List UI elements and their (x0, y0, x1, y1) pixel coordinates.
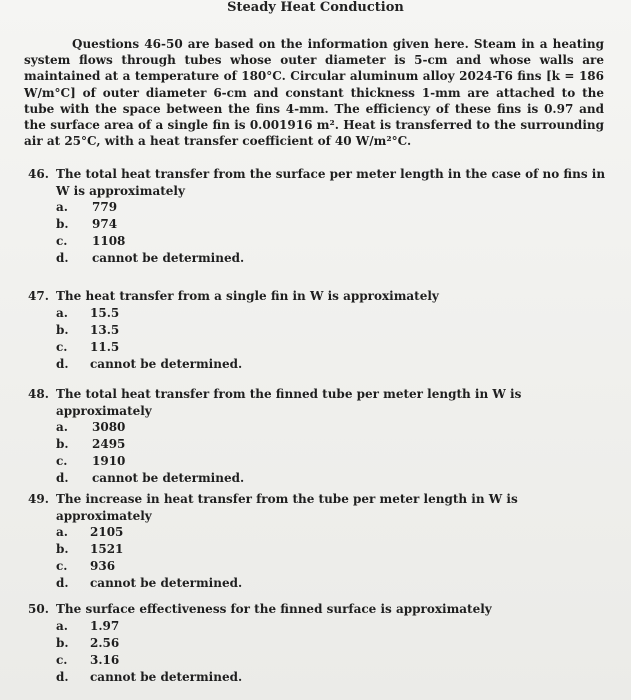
option-text: 3.16 (90, 652, 120, 667)
option-letter: a. (56, 420, 68, 434)
option-b (28, 322, 608, 339)
option-text: 11.5 (90, 339, 120, 354)
option-letter: b. (56, 542, 69, 556)
option-d (28, 669, 608, 686)
option-a (28, 419, 608, 436)
option-text: 3080 (92, 420, 126, 434)
question-number: 48. (28, 387, 49, 401)
question-text: The total heat transfer from the surface per meter length in the case of no fins in W is approximately (56, 167, 606, 198)
option-text: cannot be determined. (92, 251, 245, 265)
option-c (28, 233, 608, 250)
option-text: 15.5 (90, 305, 120, 320)
question-50 (28, 601, 608, 686)
option-d (28, 356, 608, 373)
option-a (28, 305, 608, 322)
option-b (28, 541, 608, 558)
page-title: Steady Heat Conduction (227, 0, 404, 15)
option-letter: c. (56, 652, 68, 667)
option-a (28, 618, 608, 635)
question-number: 46. (28, 167, 49, 181)
option-text: cannot be determined. (92, 471, 245, 485)
option-letter: d. (56, 576, 69, 590)
question-number: 50. (28, 602, 49, 616)
option-letter: c. (56, 454, 68, 468)
option-text: 779 (92, 200, 118, 214)
option-d (28, 250, 608, 267)
option-text: 1.97 (90, 618, 120, 633)
option-c (28, 453, 608, 470)
option-text: 2.56 (90, 635, 120, 650)
option-d (28, 575, 608, 592)
option-text: cannot be determined. (90, 669, 243, 684)
question-stem (28, 601, 608, 618)
option-text: 2495 (92, 437, 126, 451)
option-letter: a. (56, 525, 68, 539)
option-b (28, 216, 608, 233)
option-c (28, 339, 608, 356)
problem-statement (24, 36, 604, 149)
question-46 (28, 166, 608, 267)
option-letter: d. (56, 471, 69, 485)
problem-statement-text: Questions 46-50 are based on the information given here. Steam in a heating system flows through tubes whose outer diameter is 5-cm and whose walls are maintained at a temperature of 180°C. Circular aluminum alloy 2024-T6 fins [k = 186 W/m°C] of outer diameter 6-cm and constant thickness 1-mm are attached to the tube with the space between the fins 4-mm. The efficiency of these fins is 0.97 and the surface area of a single fin is 0.001916 m². Heat is transferred to the surrounding air at 25°C, with a heat transfer coefficient of 40 W/m²°C. (24, 37, 604, 149)
option-letter: d. (56, 356, 69, 371)
question-stem (28, 288, 608, 305)
option-text: 1910 (92, 454, 126, 468)
question-text: The heat transfer from a single fin in W is approximately (56, 289, 439, 303)
option-text: cannot be determined. (90, 576, 243, 590)
option-a (28, 524, 608, 541)
question-stem (28, 166, 608, 199)
option-letter: a. (56, 305, 68, 320)
option-c (28, 558, 608, 575)
option-letter: c. (56, 559, 68, 573)
option-a (28, 199, 608, 216)
option-text: 1521 (90, 542, 124, 556)
option-letter: a. (56, 618, 68, 633)
option-letter: b. (56, 635, 69, 650)
question-text: The total heat transfer from the finned tube per meter length in W is approximately (56, 387, 522, 418)
question-stem (28, 386, 608, 419)
option-text: cannot be determined. (90, 356, 243, 371)
option-letter: c. (56, 339, 68, 354)
option-text: 13.5 (90, 322, 120, 337)
option-letter: d. (56, 251, 69, 265)
question-number: 47. (28, 289, 49, 303)
option-c (28, 652, 608, 669)
option-letter: b. (56, 217, 69, 231)
option-b (28, 436, 608, 453)
question-47 (28, 288, 608, 373)
option-letter: d. (56, 669, 69, 684)
question-number: 49. (28, 492, 49, 506)
question-stem (28, 491, 608, 524)
option-text: 936 (90, 559, 116, 573)
option-text: 2105 (90, 525, 124, 539)
option-text: 1108 (92, 234, 126, 248)
question-48 (28, 386, 608, 487)
option-letter: c. (56, 234, 68, 248)
option-letter: b. (56, 437, 69, 451)
option-letter: b. (56, 322, 69, 337)
question-49 (28, 491, 608, 592)
option-d (28, 470, 608, 487)
question-text: The surface effectiveness for the finned surface is approximately (56, 602, 492, 616)
option-b (28, 635, 608, 652)
question-text: The increase in heat transfer from the tube per meter length in W is approximately (56, 492, 518, 523)
option-letter: a. (56, 200, 68, 214)
option-text: 974 (92, 217, 118, 231)
